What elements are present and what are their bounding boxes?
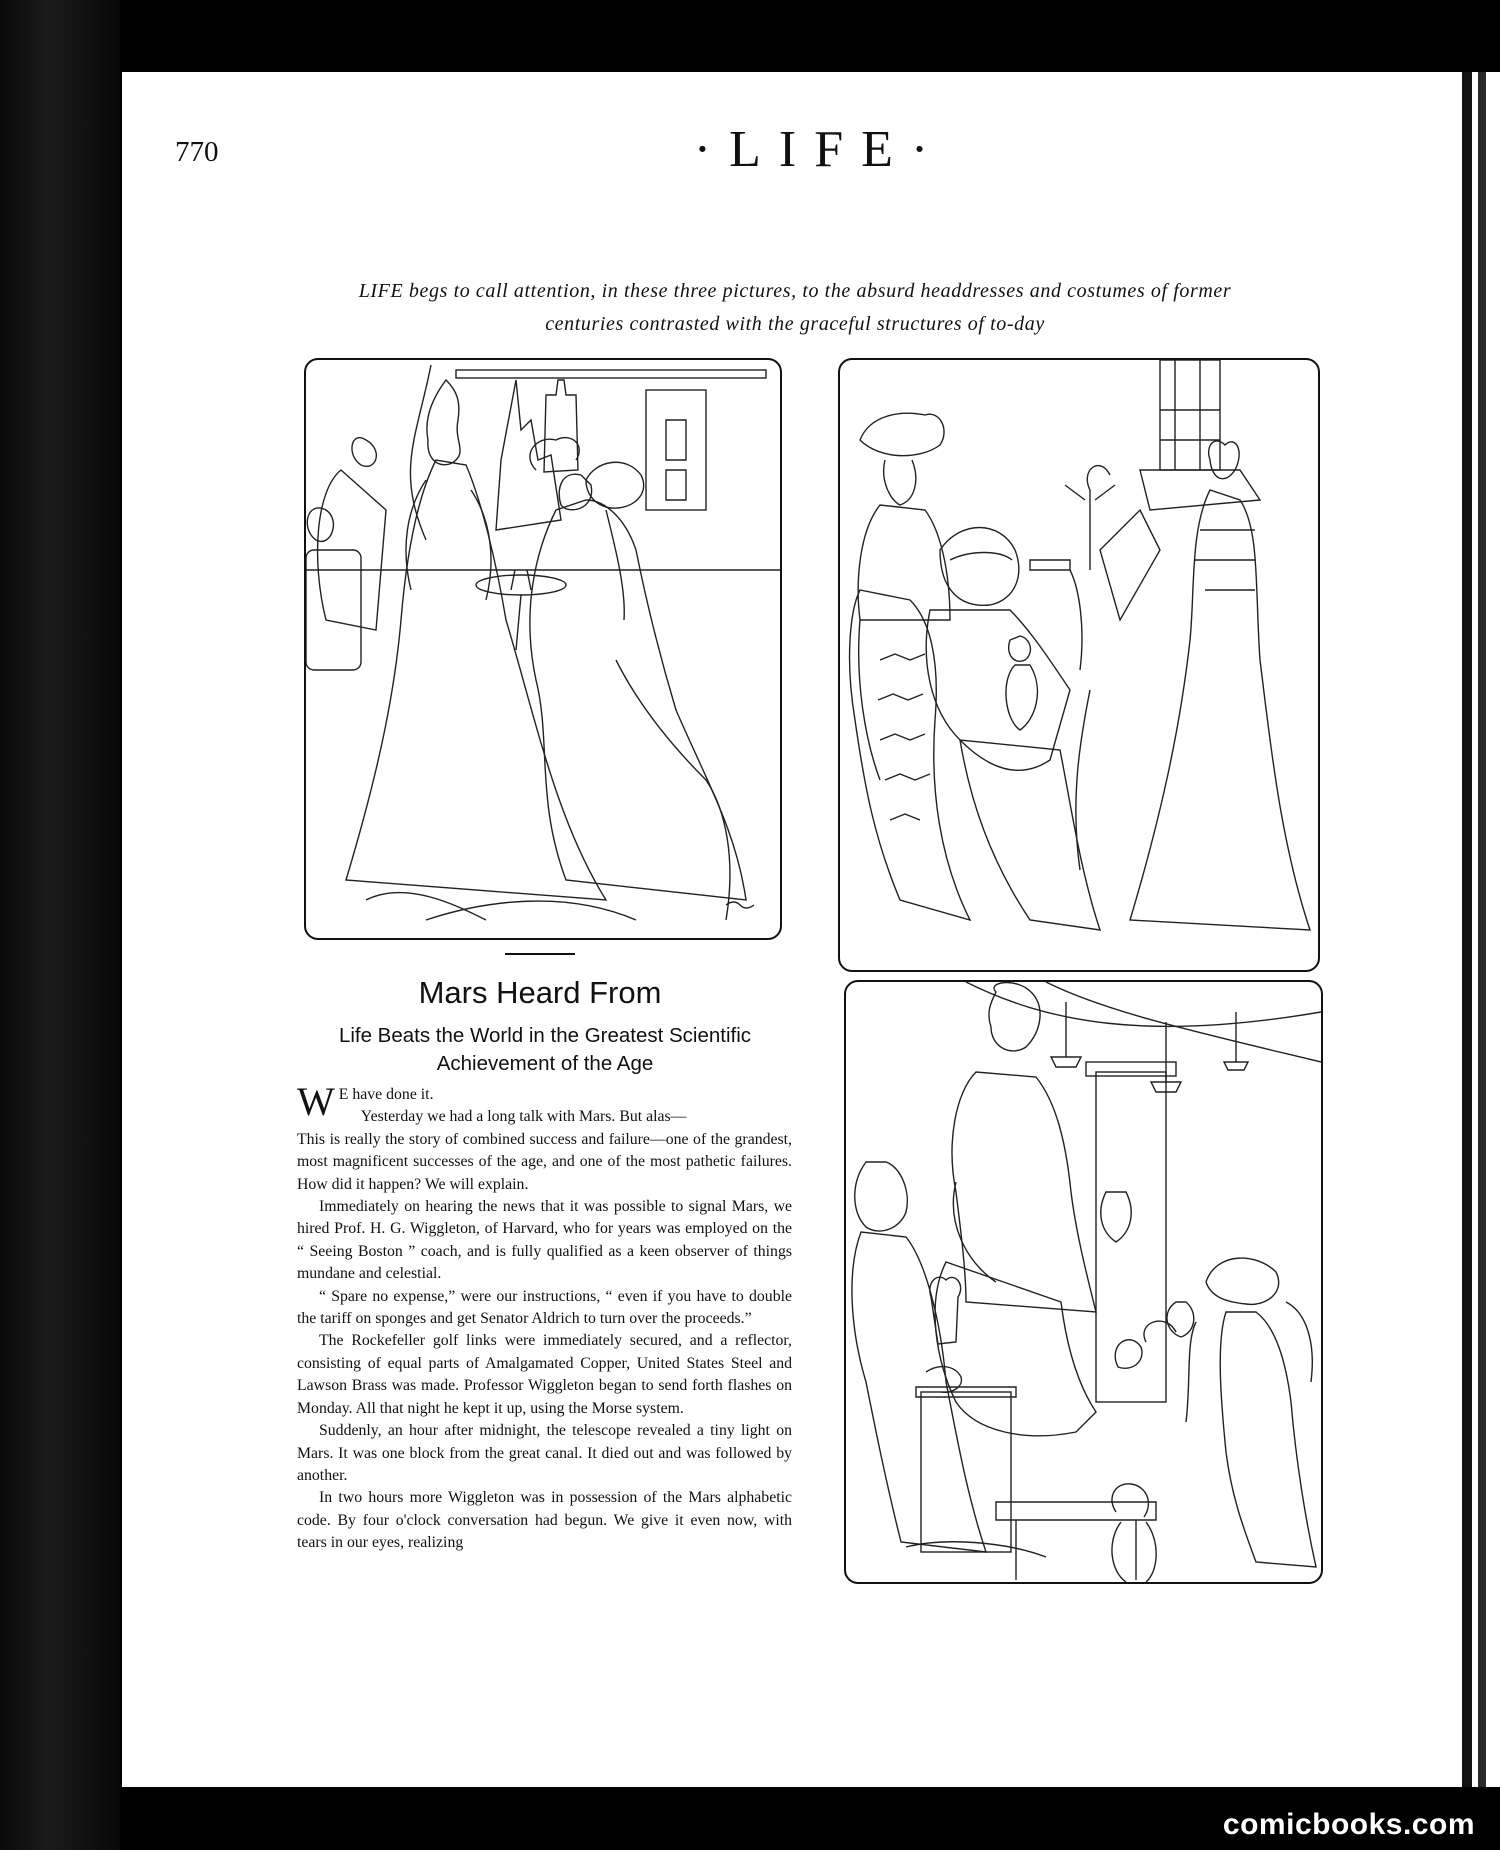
- article-subtitle: [310, 1022, 780, 1078]
- illustration-medieval-court: [304, 358, 782, 940]
- illustration-egyptian-scene: [838, 358, 1320, 972]
- article-paragraph: Suddenly, an hour after midnight, the telescope revealed a tiny light on Mars. It was one block from the great canal. It died out and was followed by another.: [297, 1422, 792, 1484]
- illustration-caption: [270, 275, 1320, 341]
- article-title: Mars Heard From: [418, 975, 662, 1010]
- subtitle-line: Achievement of the Age: [436, 1052, 654, 1075]
- caption-line: centuries contrasted with the graceful structures of to-day: [545, 313, 1045, 335]
- illustration-sculptor-scene: [844, 980, 1323, 1584]
- caption-line: LIFE begs to call attention, in these three pictures, to the absurd headdresses and costumes of former: [358, 280, 1232, 302]
- article-paragraph: Immediately on hearing the news that it was possible to signal Mars, we hired Prof. H. G. Wiggleton, of Harvard, who for years was employed on the “ Seeing Boston ” coach, and is fully qualified as a keen observer of things mundane and celestial.: [297, 1198, 792, 1283]
- drop-cap: W: [297, 1079, 335, 1124]
- section-divider: [505, 953, 575, 955]
- subtitle-line: Life Beats the World in the Greatest Scientific: [338, 1024, 752, 1047]
- adjacent-page-edge: [1468, 72, 1500, 1787]
- paragraph-text: E have done it.: [338, 1086, 434, 1103]
- scan-border: [0, 0, 120, 1850]
- article-paragraph: In two hours more Wiggleton was in possession of the Mars alphabetic code. By four o'clock conversation had begun. We give it even now, with tears in our eyes, realizing: [297, 1489, 792, 1552]
- article-paragraph: “ Spare no expense,” were our instructions, “ even if you have to double the tariff on sponges and get Senator Aldrich to turn over the proceeds.”: [297, 1287, 792, 1328]
- article-body: [297, 1079, 792, 1555]
- page-number: 770: [175, 136, 219, 168]
- masthead-title: ·LIFE·: [693, 121, 947, 178]
- article-paragraph: Yesterday we had a long talk with Mars. But alas—: [360, 1108, 687, 1126]
- site-watermark: comicbooks.com: [1222, 1808, 1475, 1841]
- article-paragraph: The Rockefeller golf links were immediately secured, and a reflector, consisting of equal parts of Amalgamated Copper, United States Steel and Lawson Brass was made. Professor Wiggleton began to send forth flashes on Monday. All that night he kept it up, using the Morse system.: [297, 1332, 792, 1417]
- article-paragraph: This is really the story of combined success and failure—one of the grandest, most magnificent successes of the age, and one of the most pathetic failures. How did it happen? We will explain.: [297, 1130, 792, 1193]
